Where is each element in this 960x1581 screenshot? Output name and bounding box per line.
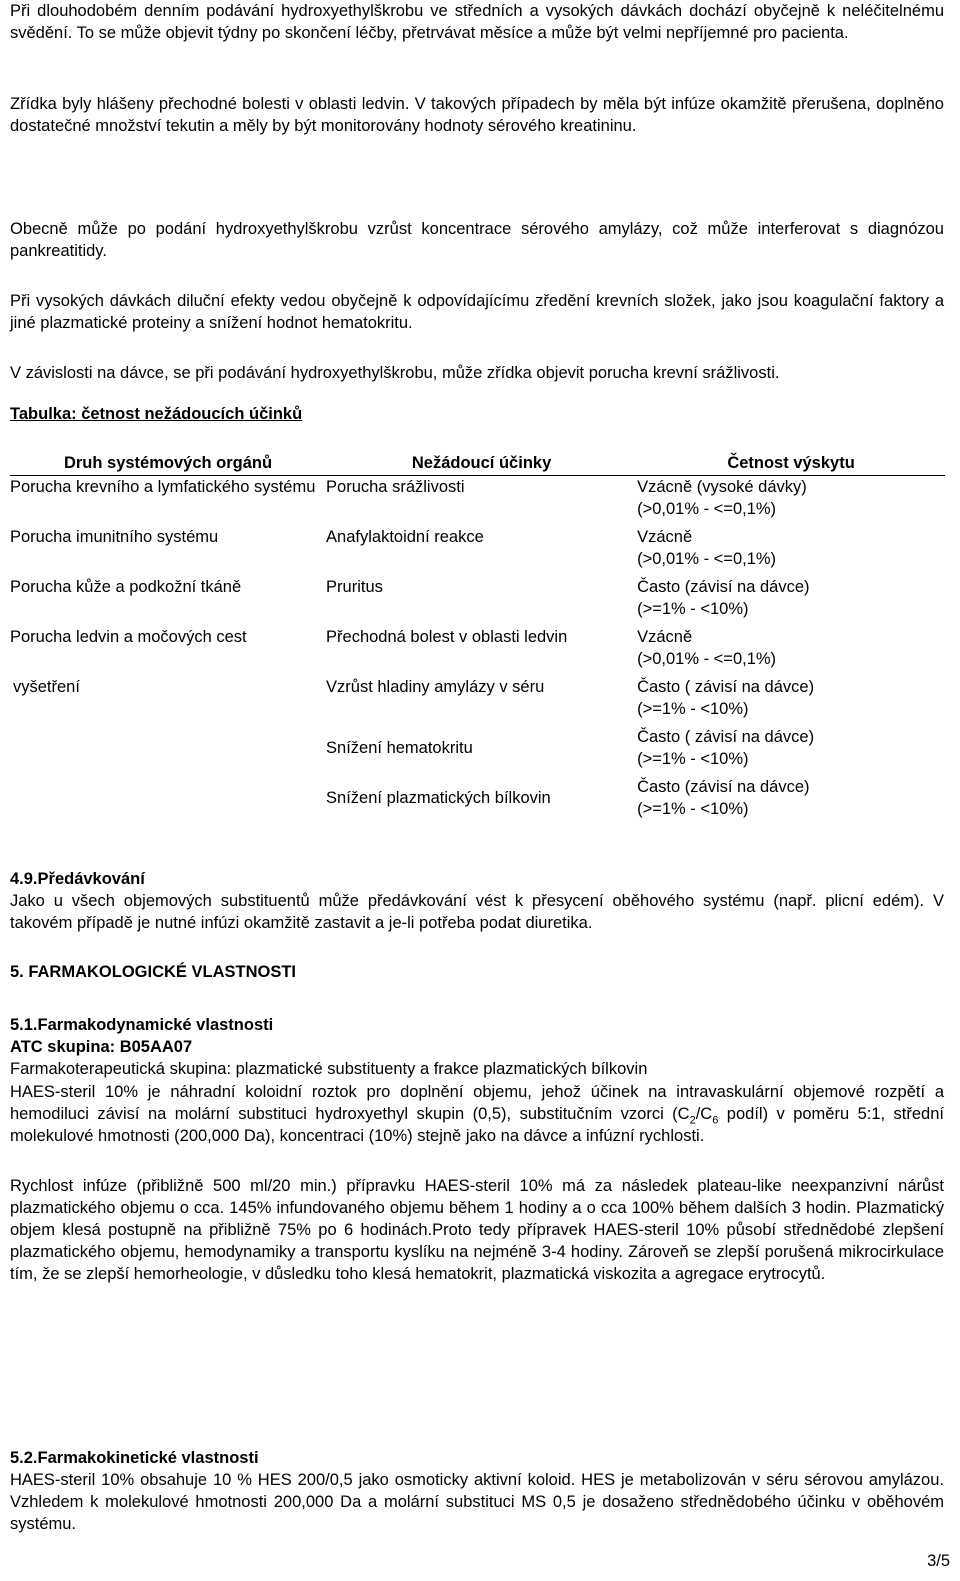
- table-row: [10, 726, 945, 776]
- effect-cell: Přechodná bolest v oblasti ledvin: [326, 628, 568, 646]
- header-organ: Druh systémových orgánů: [10, 452, 326, 476]
- page-number: 3/5: [927, 1552, 950, 1570]
- frequency-cell: [637, 526, 945, 576]
- paragraph-amylase: Obecně může po podání hydroxyethylškrobu vzrůst koncentrace sérového amylázy, což může interferovat s diagnózou pankreatitidy.: [10, 220, 944, 260]
- frequency-label: Často (závisí na dávce): [637, 778, 810, 796]
- frequency-cell: [637, 626, 945, 676]
- frequency-label: Vzácně: [637, 628, 693, 646]
- organ-cell: Porucha imunitního systému: [10, 528, 219, 546]
- paragraph-pruritus: Při dlouhodobém denním podávání hydroxyethylškrobu ve středních a vysokých dávkách dochází obyčejně k neléčitelnému svědění. To se může objevit týdny po skončení léčby, přetrvávat měsíce a může být velmi nepříjemné pro pacienta.: [10, 2, 944, 42]
- organ-cell: Porucha kůže a podkožní tkáně: [10, 578, 242, 596]
- text-part: /C: [695, 1105, 713, 1123]
- paragraph-pharmacodynamics: [10, 1081, 944, 1147]
- organ-cell: [10, 776, 326, 820]
- organ-cell: vyšetření: [13, 678, 80, 696]
- table-row: [10, 476, 945, 527]
- subscript: 2: [689, 1114, 696, 1127]
- heading-pharmacokinetics: 5.2.Farmakokinetické vlastnosti: [10, 1449, 259, 1467]
- table-row: [10, 576, 945, 626]
- table-row: [10, 626, 945, 676]
- frequency-range: (>0,01% - <=0,1%): [637, 650, 777, 668]
- text-part: HAES-steril 10% je náhradní koloidní roztok pro doplnění objemu, jehož účinek na intravaskulární objemové rozpětí a hemodiluci závisí na molární substituci hydroxyethyl skupin (0,5), substitučním vzorci (C: [10, 1083, 944, 1123]
- subscript: 6: [712, 1114, 719, 1127]
- frequency-range: (>=1% - <10%): [637, 700, 749, 718]
- paragraph-pharmacokinetics: HAES-steril 10% obsahuje 10 % HES 200/0,5 jako osmoticky aktivní koloid. HES je metabolizován v séru sérovou amylázou. Vzhledem k molekulové hmotnosti 200,000 Da a molární substituci MS 0,5 je dosaženo střednědobého účinku v oběhovém systému.: [10, 1471, 944, 1533]
- header-effect: Nežádoucí účinky: [326, 452, 637, 476]
- frequency-label: Často ( závisí na dávce): [637, 728, 815, 746]
- effect-cell: Snížení plazmatických bílkovin: [326, 789, 551, 807]
- frequency-cell: [637, 726, 945, 776]
- frequency-cell: [637, 476, 945, 527]
- paragraph-dilution: Při vysokých dávkách diluční efekty vedou obyčejně k odpovídajícímu zředění krevních složek, jako jsou koagulační faktory a jiné plazmatické proteiny a snížení hodnot hematokritu.: [10, 292, 944, 332]
- effect-cell: Vzrůst hladiny amylázy v séru: [326, 678, 545, 696]
- frequency-label: Často ( závisí na dávce): [637, 678, 815, 696]
- paragraph-infusion-rate: Rychlost infúze (přibližně 500 ml/20 min.) přípravku HAES-steril 10% má za následek plateau-like neexpanzivní nárůst plazmatického objemu o cca. 145% infundovaného objemu během 1 hodiny a o cca 100% během dalších 3 hodin. Plazmatický objem klesá postupně na přibližně 75% po 6 hodinách.Proto tedy přípravek HAES-steril 10% působí střednědobé zlepšení plazmatického objemu, hemodynamiky a transportu kyslíku na nejméně 3-4 hodiny. Zároveň se zlepší porušená mikrocirkulace tím, že se zlepší hemorheologie, v důsledku toho klesá hematokrit, plazmatická viskozita a agregace erytrocytů.: [10, 1177, 944, 1283]
- text-part: podíl) v poměru 5:1, střední molekulové hmotnosti (200,000 Da), koncentraci (10%) stejně jako na dávce a infúzní rychlosti.: [10, 1105, 944, 1145]
- table-header-row: [10, 452, 945, 476]
- frequency-range: (>0,01% - <=0,1%): [637, 550, 777, 568]
- frequency-range: (>=1% - <10%): [637, 800, 749, 818]
- frequency-label: Vzácně: [637, 528, 693, 546]
- organ-cell: Porucha krevního a lymfatického systému: [10, 478, 316, 496]
- paragraph-coagulation: V závislosti na dávce, se při podávání hydroxyethylškrobu, může zřídka objevit porucha krevní srážlivosti.: [10, 364, 780, 382]
- effect-cell: Pruritus: [326, 578, 383, 596]
- heading-pharmacodynamics: 5.1.Farmakodynamické vlastnosti: [10, 1016, 274, 1034]
- frequency-range: (>=1% - <10%): [637, 600, 749, 618]
- adverse-effects-table: [10, 452, 945, 820]
- frequency-range: (>=1% - <10%): [637, 750, 749, 768]
- frequency-cell: [637, 676, 945, 726]
- table-row: [10, 526, 945, 576]
- organ-cell: [10, 726, 326, 776]
- frequency-label: Často (závisí na dávce): [637, 578, 810, 596]
- paragraph-renal-pain: Zřídka byly hlášeny přechodné bolesti v oblasti ledvin. V takových případech by měla být infúze okamžitě přerušena, doplněno dostatečné množství tekutin a měly by být monitorovány hodnoty sérového kreatininu.: [10, 95, 944, 135]
- paragraph-overdose: Jako u všech objemových substituentů může předávkování vést k přesycení oběhového systému (např. plicní edém). V takovém případě je nutné infúzi okamžitě zastavit a je-li potřeba podat diuretika.: [10, 892, 944, 932]
- effect-cell: Snížení hematokritu: [326, 739, 473, 757]
- frequency-label: Vzácně (vysoké dávky): [637, 478, 807, 496]
- table-row: [10, 776, 945, 820]
- header-frequency: Četnost výskytu: [637, 452, 945, 476]
- table-row: [10, 676, 945, 726]
- effect-cell: Anafylaktoidní reakce: [326, 528, 484, 546]
- atc-group: ATC skupina: B05AA07: [10, 1038, 193, 1056]
- organ-cell: Porucha ledvin a močových cest: [10, 628, 247, 646]
- frequency-cell: [637, 576, 945, 626]
- effect-cell: Porucha srážlivosti: [326, 478, 465, 496]
- heading-pharmacological: 5. FARMAKOLOGICKÉ VLASTNOSTI: [10, 963, 297, 981]
- heading-overdose: 4.9.Předávkování: [10, 870, 145, 888]
- pharmacotherapeutic-group: Farmakoterapeutická skupina: plazmatické substituenty a frakce plazmatických bílkovin: [10, 1060, 648, 1078]
- table-title: Tabulka: četnost nežádoucích účinků: [10, 405, 303, 423]
- frequency-cell: [637, 776, 945, 820]
- frequency-range: (>0,01% - <=0,1%): [637, 500, 777, 518]
